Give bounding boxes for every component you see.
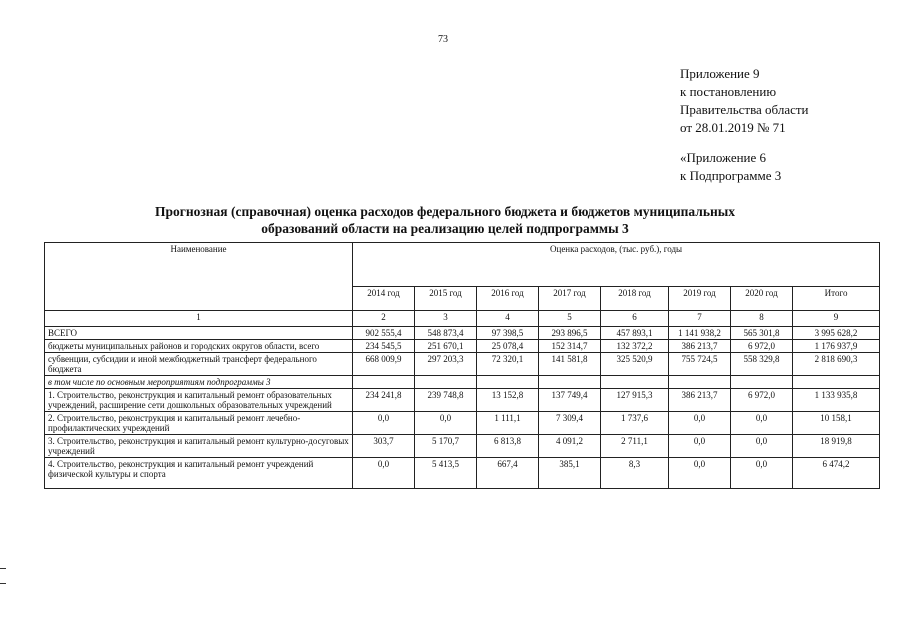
column-number: 8 — [731, 311, 793, 327]
budget-table — [44, 242, 880, 489]
year-header: Итого — [793, 287, 880, 311]
year-header: 2016 год — [477, 287, 539, 311]
value-cell: 72 320,1 — [477, 353, 539, 376]
column-number: 5 — [539, 311, 601, 327]
value-cell: 293 896,5 — [539, 327, 601, 340]
table-row — [45, 389, 880, 412]
value-cell: 7 309,4 — [539, 412, 601, 435]
value-cell: 0,0 — [353, 458, 415, 489]
column-number: 4 — [477, 311, 539, 327]
year-header: 2019 год — [669, 287, 731, 311]
appendix-6-line: «Приложение 6 — [680, 150, 767, 165]
row-label: бюджеты муниципальных районов и городских округов области, всего — [45, 340, 353, 353]
empty-cell — [477, 376, 539, 389]
value-cell: 10 158,1 — [793, 412, 880, 435]
column-number: 1 — [45, 311, 353, 327]
empty-cell — [539, 376, 601, 389]
page-number: 73 — [438, 34, 448, 45]
table-row — [45, 353, 880, 376]
table-row — [45, 340, 880, 353]
header-group-cell: Оценка расходов, (тыс. руб.), годы — [353, 243, 880, 287]
row-label: 3. Строительство, реконструкция и капитальный ремонт культурно-досуговых учреждений — [45, 435, 353, 458]
value-cell: 0,0 — [731, 412, 793, 435]
value-cell: 457 893,1 — [601, 327, 669, 340]
row-label: ВСЕГО — [45, 327, 353, 340]
table-row — [45, 458, 880, 489]
value-cell: 6 813,8 — [477, 435, 539, 458]
value-cell: 325 520,9 — [601, 353, 669, 376]
empty-cell — [793, 376, 880, 389]
value-cell: 152 314,7 — [539, 340, 601, 353]
appendix-9-line: Правительства области — [680, 102, 809, 117]
year-header: 2014 год — [353, 287, 415, 311]
value-cell: 0,0 — [353, 412, 415, 435]
empty-cell — [601, 376, 669, 389]
row-label: 4. Строительство, реконструкция и капитальный ремонт учреждений физической культуры и спорта — [45, 458, 353, 489]
value-cell: 5 170,7 — [415, 435, 477, 458]
row-label: 1. Строительство, реконструкция и капитальный ремонт образовательных учреждений, расширение сети дошкольных образовательных учреждений — [45, 389, 353, 412]
value-cell: 1 737,6 — [601, 412, 669, 435]
row-label: 2. Строительство, реконструкция и капитальный ремонт лечебно-профилактических учреждений — [45, 412, 353, 435]
appendix-9-line: Приложение 9 — [680, 66, 760, 81]
row-label: субвенции, субсидии и иной межбюджетный трансферт федерального бюджета — [45, 353, 353, 376]
table-row — [45, 435, 880, 458]
value-cell: 8,3 — [601, 458, 669, 489]
value-cell: 6 972,0 — [731, 340, 793, 353]
value-cell: 2 711,1 — [601, 435, 669, 458]
empty-cell — [669, 376, 731, 389]
value-cell: 565 301,8 — [731, 327, 793, 340]
value-cell: 1 176 937,9 — [793, 340, 880, 353]
appendix-6-heading — [680, 149, 781, 185]
year-header: 2017 год — [539, 287, 601, 311]
value-cell: 18 919,8 — [793, 435, 880, 458]
title-line: Прогнозная (справочная) оценка расходов федерального бюджета и бюджетов муниципальных — [154, 204, 736, 219]
column-number-row — [45, 311, 880, 327]
value-cell: 667,4 — [477, 458, 539, 489]
year-header: 2015 год — [415, 287, 477, 311]
value-cell: 132 372,2 — [601, 340, 669, 353]
empty-cell — [731, 376, 793, 389]
appendix-9-heading — [680, 65, 809, 137]
value-cell: 5 413,5 — [415, 458, 477, 489]
value-cell: 0,0 — [669, 458, 731, 489]
table-row — [45, 412, 880, 435]
header-row — [45, 243, 880, 287]
value-cell: 4 091,2 — [539, 435, 601, 458]
value-cell: 0,0 — [415, 412, 477, 435]
column-number: 6 — [601, 311, 669, 327]
title-line: образований области на реализацию целей подпрограммы 3 — [261, 221, 629, 236]
appendix-6-line: к Подпрограмме 3 — [680, 168, 782, 183]
value-cell: 386 213,7 — [669, 389, 731, 412]
value-cell: 303,7 — [353, 435, 415, 458]
value-cell: 137 749,4 — [539, 389, 601, 412]
value-cell: 6 474,2 — [793, 458, 880, 489]
value-cell: 2 818 690,3 — [793, 353, 880, 376]
value-cell: 668 009,9 — [353, 353, 415, 376]
value-cell: 755 724,5 — [669, 353, 731, 376]
value-cell: 385,1 — [539, 458, 601, 489]
value-cell: 0,0 — [731, 458, 793, 489]
value-cell: 127 915,3 — [601, 389, 669, 412]
header-name-cell: Наименование — [45, 243, 353, 311]
value-cell: 386 213,7 — [669, 340, 731, 353]
value-cell: 97 398,5 — [477, 327, 539, 340]
value-cell: 234 545,5 — [353, 340, 415, 353]
value-cell: 6 972,0 — [731, 389, 793, 412]
section-label: в том числе по основным мероприятиям подпрограммы 3 — [45, 376, 353, 389]
value-cell: 1 111,1 — [477, 412, 539, 435]
year-header: 2018 год — [601, 287, 669, 311]
document-title — [110, 203, 780, 237]
column-number: 7 — [669, 311, 731, 327]
value-cell: 234 241,8 — [353, 389, 415, 412]
value-cell: 3 995 628,2 — [793, 327, 880, 340]
value-cell: 902 555,4 — [353, 327, 415, 340]
value-cell: 548 873,4 — [415, 327, 477, 340]
value-cell: 239 748,8 — [415, 389, 477, 412]
value-cell: 0,0 — [731, 435, 793, 458]
year-header: 2020 год — [731, 287, 793, 311]
value-cell: 1 141 938,2 — [669, 327, 731, 340]
margin-tick — [0, 583, 6, 584]
value-cell: 13 152,8 — [477, 389, 539, 412]
empty-cell — [353, 376, 415, 389]
appendix-9-line: от 28.01.2019 № 71 — [680, 120, 786, 135]
value-cell: 0,0 — [669, 435, 731, 458]
value-cell: 25 078,4 — [477, 340, 539, 353]
value-cell: 1 133 935,8 — [793, 389, 880, 412]
margin-tick — [0, 568, 6, 569]
value-cell: 558 329,8 — [731, 353, 793, 376]
value-cell: 297 203,3 — [415, 353, 477, 376]
value-cell: 141 581,8 — [539, 353, 601, 376]
table-section-row — [45, 376, 880, 389]
empty-cell — [415, 376, 477, 389]
appendix-9-line: к постановлению — [680, 84, 777, 99]
column-number: 3 — [415, 311, 477, 327]
column-number: 9 — [793, 311, 880, 327]
value-cell: 0,0 — [669, 412, 731, 435]
value-cell: 251 670,1 — [415, 340, 477, 353]
column-number: 2 — [353, 311, 415, 327]
table-row-total — [45, 327, 880, 340]
